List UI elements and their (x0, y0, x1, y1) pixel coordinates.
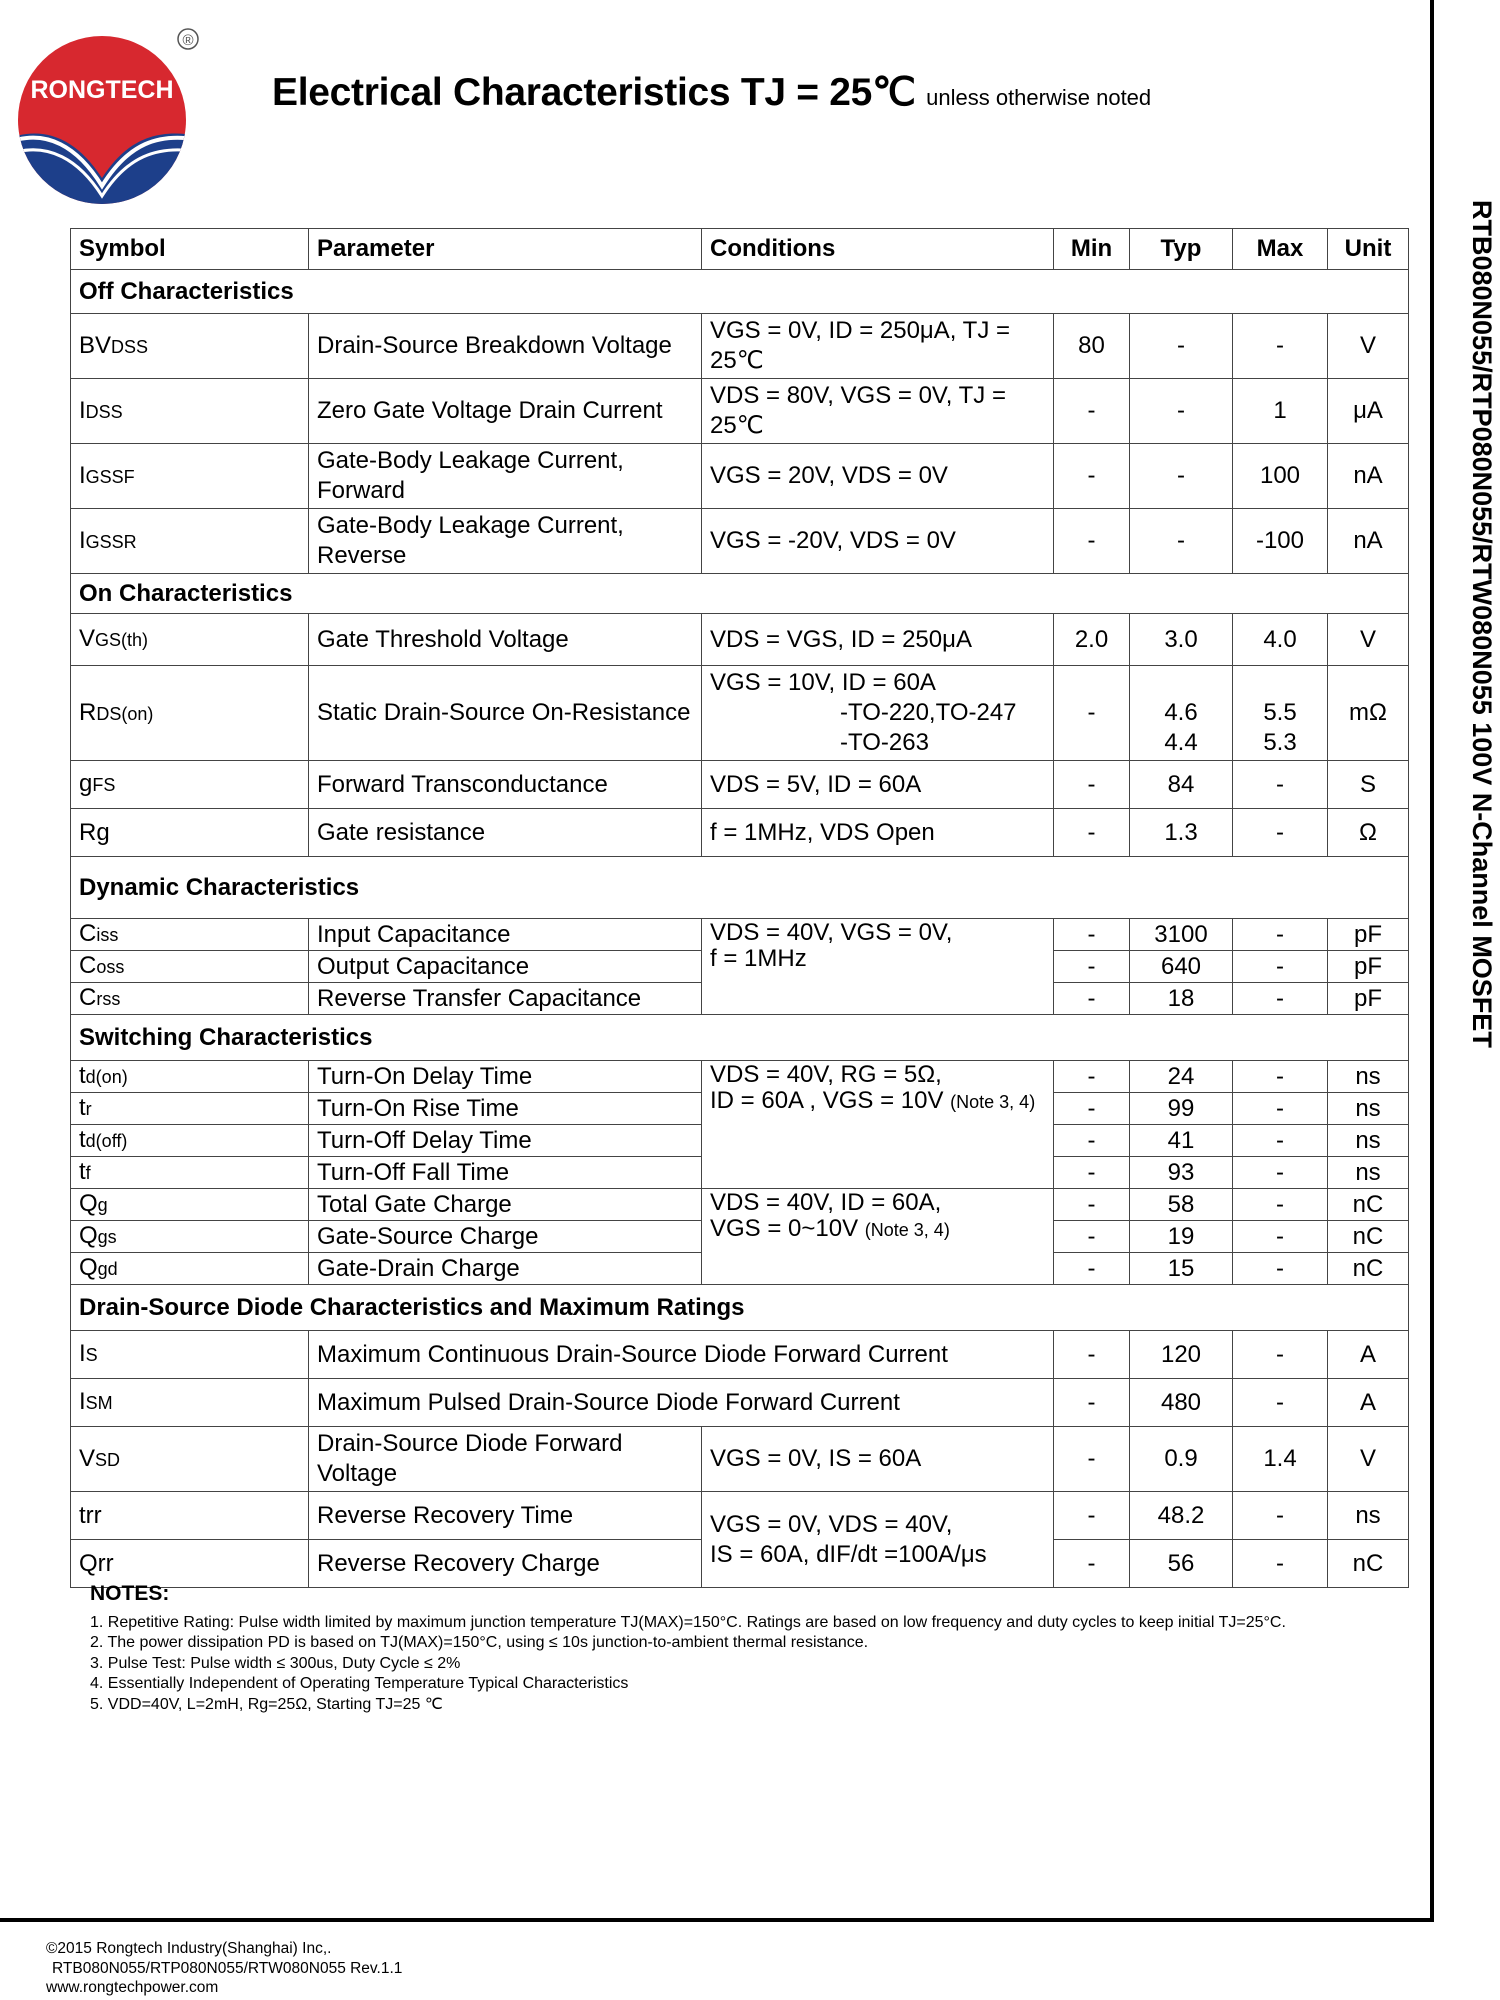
note-item: 4. Essentially Independent of Operating Temperature Typical Characteristics (90, 1675, 629, 1692)
min-cell: - (1054, 666, 1130, 761)
max-cell: 4.0 (1233, 614, 1328, 666)
typ-cell: 93 (1130, 1157, 1233, 1189)
min-cell: - (1054, 379, 1130, 444)
unit-cell: mΩ (1328, 666, 1409, 761)
min-cell: - (1054, 1093, 1130, 1125)
title-note: unless otherwise noted (926, 85, 1152, 110)
symbol-cell: IDSS (71, 379, 309, 444)
parameter-cell: Reverse Recovery Charge (309, 1540, 702, 1588)
header-unit: Unit (1328, 229, 1409, 270)
header-typ: Typ (1130, 229, 1233, 270)
max-cell: - (1233, 983, 1328, 1015)
table-row (71, 809, 1409, 857)
unit-cell: A (1328, 1379, 1409, 1427)
section-dynamic: Dynamic Characteristics (71, 857, 1409, 919)
min-cell: - (1054, 1427, 1130, 1492)
min-cell: - (1054, 1253, 1130, 1285)
parameter-cell: Total Gate Charge (309, 1189, 702, 1221)
typ-cell: 1.3 (1130, 809, 1233, 857)
max-cell: - (1233, 1189, 1328, 1221)
conditions-cell: VGS = 0V, IS = 60A (702, 1427, 1054, 1492)
header-min: Min (1054, 229, 1130, 270)
symbol-cell: Rg (71, 809, 309, 857)
table-row (71, 509, 1409, 574)
typ-cell: 19 (1130, 1221, 1233, 1253)
unit-cell: ns (1328, 1157, 1409, 1189)
typ-cell: 56 (1130, 1540, 1233, 1588)
unit-cell: nC (1328, 1253, 1409, 1285)
parameter-cell: Reverse Recovery Time (309, 1492, 702, 1540)
max-cell: 1 (1233, 379, 1328, 444)
typ-cell: 0.9 (1130, 1427, 1233, 1492)
symbol-cell: td(on) (71, 1061, 309, 1093)
footer-copyright: ©2015 Rongtech Industry(Shanghai) Inc,. (46, 1940, 332, 1957)
max-cell: 5.5 5.3 (1233, 666, 1328, 761)
unit-cell: pF (1328, 983, 1409, 1015)
unit-cell: ns (1328, 1093, 1409, 1125)
conditions-cell: VGS = 0V, VDS = 40V, IS = 60A, dIF/dt =100A/μs (702, 1492, 1054, 1588)
typ-cell: - (1130, 314, 1233, 379)
parameter-cell: Turn-On Rise Time (309, 1093, 702, 1125)
unit-cell: nA (1328, 509, 1409, 574)
conditions-cell: f = 1MHz, VDS Open (702, 809, 1054, 857)
unit-cell: pF (1328, 919, 1409, 951)
symbol-cell: IGSSF (71, 444, 309, 509)
notes-heading: NOTES: (90, 1582, 170, 1605)
max-cell: - (1233, 1157, 1328, 1189)
min-cell: - (1054, 444, 1130, 509)
table-row (71, 1427, 1409, 1492)
parameter-cell: Reverse Transfer Capacitance (309, 983, 702, 1015)
symbol-cell: ISM (71, 1379, 309, 1427)
typ-cell: 41 (1130, 1125, 1233, 1157)
symbol-cell: Crss (71, 983, 309, 1015)
parameter-cell: Gate-Source Charge (309, 1221, 702, 1253)
parameter-cell: Gate-Body Leakage Current, Reverse (309, 509, 702, 574)
conditions-cell: VGS = 20V, VDS = 0V (702, 444, 1054, 509)
unit-cell: nC (1328, 1221, 1409, 1253)
symbol-cell: VSD (71, 1427, 309, 1492)
table-row (71, 666, 1409, 761)
parameter-cell: Output Capacitance (309, 951, 702, 983)
table-row (71, 1061, 1409, 1093)
max-cell: - (1233, 1331, 1328, 1379)
min-cell: - (1054, 1379, 1130, 1427)
typ-cell: 24 (1130, 1061, 1233, 1093)
section-off: Off Characteristics (71, 270, 1409, 314)
symbol-cell: Ciss (71, 919, 309, 951)
parameter-cell: Gate Threshold Voltage (309, 614, 702, 666)
symbol-cell: IS (71, 1331, 309, 1379)
unit-cell: ns (1328, 1492, 1409, 1540)
parameter-cell: Gate-Drain Charge (309, 1253, 702, 1285)
min-cell: - (1054, 509, 1130, 574)
header-symbol: Symbol (71, 229, 309, 270)
symbol-cell: Coss (71, 951, 309, 983)
min-cell: - (1054, 1221, 1130, 1253)
max-cell: - (1233, 761, 1328, 809)
min-cell: - (1054, 1061, 1130, 1093)
header-conditions: Conditions (702, 229, 1054, 270)
conditions-cell: VDS = 80V, VGS = 0V, TJ = 25℃ (702, 379, 1054, 444)
min-cell: 80 (1054, 314, 1130, 379)
min-cell: - (1054, 1331, 1130, 1379)
section-on: On Characteristics (71, 574, 1409, 614)
symbol-cell: RDS(on) (71, 666, 309, 761)
max-cell: - (1233, 1125, 1328, 1157)
note-item: 1. Repetitive Rating: Pulse width limited by maximum junction temperature TJ(MAX)=150°C. Ratings are based on low frequency and duty cycles to keep initial TJ=25°C. (90, 1613, 1286, 1631)
typ-cell: 4.6 4.4 (1130, 666, 1233, 761)
max-cell: - (1233, 1540, 1328, 1588)
rongtech-logo (16, 28, 200, 208)
typ-cell: 99 (1130, 1093, 1233, 1125)
min-cell: - (1054, 1125, 1130, 1157)
symbol-cell: gFS (71, 761, 309, 809)
parameter-cell: Drain-Source Breakdown Voltage (309, 314, 702, 379)
title-text: Electrical Characteristics TJ = 25℃ (272, 71, 916, 114)
min-cell: - (1054, 1540, 1130, 1588)
typ-cell: 15 (1130, 1253, 1233, 1285)
registered-mark: ® (182, 32, 194, 49)
page-title (272, 70, 1151, 115)
unit-cell: ns (1328, 1125, 1409, 1157)
symbol-cell: td(off) (71, 1125, 309, 1157)
parameter-cell: Drain-Source Diode Forward Voltage (309, 1427, 702, 1492)
table-row (71, 1189, 1409, 1221)
parameter-cell: Turn-On Delay Time (309, 1061, 702, 1093)
parameter-cell: Forward Transconductance (309, 761, 702, 809)
section-switching: Switching Characteristics (71, 1015, 1409, 1061)
typ-cell: 3100 (1130, 919, 1233, 951)
typ-cell: - (1130, 444, 1233, 509)
table-row (71, 1331, 1409, 1379)
max-cell: - (1233, 1492, 1328, 1540)
table-row (71, 379, 1409, 444)
min-cell: - (1054, 983, 1130, 1015)
max-cell: - (1233, 314, 1328, 379)
typ-cell: 48.2 (1130, 1492, 1233, 1540)
max-cell: 100 (1233, 444, 1328, 509)
symbol-cell: Qgd (71, 1253, 309, 1285)
min-cell: - (1054, 1492, 1130, 1540)
unit-cell: μA (1328, 379, 1409, 444)
unit-cell: V (1328, 1427, 1409, 1492)
conditions-cell: VDS = 40V, ID = 60A, VGS = 0~10V (Note 3, 4) (702, 1189, 1054, 1285)
table-row (71, 444, 1409, 509)
typ-cell: 84 (1130, 761, 1233, 809)
conditions-cell: VGS = 0V, ID = 250μA, TJ = 25℃ (702, 314, 1054, 379)
conditions-cell: VDS = VGS, ID = 250μA (702, 614, 1054, 666)
conditions-cell: VDS = 40V, VGS = 0V, f = 1MHz (702, 919, 1054, 1015)
symbol-cell: Qrr (71, 1540, 309, 1588)
header-parameter: Parameter (309, 229, 702, 270)
min-cell: - (1054, 761, 1130, 809)
min-cell: 2.0 (1054, 614, 1130, 666)
conditions-cell: VGS = 10V, ID = 60A -TO-220,TO-247 -TO-263 (702, 666, 1054, 761)
typ-cell: 3.0 (1130, 614, 1233, 666)
table-row (71, 1379, 1409, 1427)
parameter-cell: Turn-Off Delay Time (309, 1125, 702, 1157)
symbol-cell: tf (71, 1157, 309, 1189)
typ-cell: - (1130, 379, 1233, 444)
footer-url: www.rongtechpower.com (46, 1979, 219, 1996)
symbol-cell: Qgs (71, 1221, 309, 1253)
unit-cell: nA (1328, 444, 1409, 509)
max-cell: -100 (1233, 509, 1328, 574)
max-cell: - (1233, 919, 1328, 951)
section-diode: Drain-Source Diode Characteristics and Maximum Ratings (71, 1285, 1409, 1331)
unit-cell: pF (1328, 951, 1409, 983)
table-row (71, 1492, 1409, 1540)
typ-cell: 120 (1130, 1331, 1233, 1379)
unit-cell: Ω (1328, 809, 1409, 857)
symbol-cell: trr (71, 1492, 309, 1540)
typ-cell: 640 (1130, 951, 1233, 983)
min-cell: - (1054, 1157, 1130, 1189)
conditions-cell: VDS = 40V, RG = 5Ω, ID = 60A , VGS = 10V (Note 3, 4) (702, 1061, 1054, 1189)
unit-cell: V (1328, 314, 1409, 379)
conditions-cell: VGS = -20V, VDS = 0V (702, 509, 1054, 574)
typ-cell: 58 (1130, 1189, 1233, 1221)
unit-cell: nC (1328, 1540, 1409, 1588)
notes-block (90, 1584, 1286, 1715)
header-max: Max (1233, 229, 1328, 270)
table-row (71, 919, 1409, 951)
parameter-cell: Zero Gate Voltage Drain Current (309, 379, 702, 444)
parameter-cell: Input Capacitance (309, 919, 702, 951)
typ-cell: 480 (1130, 1379, 1233, 1427)
note-item: 3. Pulse Test: Pulse width ≤ 300us, Duty Cycle ≤ 2% (90, 1654, 461, 1672)
table-header-row (71, 229, 1409, 270)
symbol-cell: BVDSS (71, 314, 309, 379)
parameter-cell: Static Drain-Source On-Resistance (309, 666, 702, 761)
max-cell: - (1233, 1093, 1328, 1125)
electrical-characteristics-table (70, 228, 1409, 1588)
unit-cell: nC (1328, 1189, 1409, 1221)
unit-cell: ns (1328, 1061, 1409, 1093)
note-item: 2. The power dissipation PD is based on TJ(MAX)=150°C, using ≤ 10s junction-to-ambient thermal resistance. (90, 1634, 869, 1651)
min-cell: - (1054, 919, 1130, 951)
table-row (71, 614, 1409, 666)
table-row (71, 314, 1409, 379)
max-cell: 1.4 (1233, 1427, 1328, 1492)
parameter-cell: Gate resistance (309, 809, 702, 857)
max-cell: - (1233, 1253, 1328, 1285)
parameter-cell: Turn-Off Fall Time (309, 1157, 702, 1189)
min-cell: - (1054, 809, 1130, 857)
max-cell: - (1233, 951, 1328, 983)
note-item: 5. VDD=40V, L=2mH, Rg=25Ω, Starting TJ=25 ℃ (90, 1695, 443, 1713)
typ-cell: 18 (1130, 983, 1233, 1015)
unit-cell: A (1328, 1331, 1409, 1379)
conditions-cell: VDS = 5V, ID = 60A (702, 761, 1054, 809)
max-cell: - (1233, 1379, 1328, 1427)
symbol-cell: Qg (71, 1189, 309, 1221)
min-cell: - (1054, 1189, 1130, 1221)
unit-cell: S (1328, 761, 1409, 809)
unit-cell: V (1328, 614, 1409, 666)
footer (46, 1939, 402, 1998)
parameter-cell: Maximum Pulsed Drain-Source Diode Forward Current (309, 1379, 1054, 1427)
logo-text: RONGTECH (30, 76, 174, 104)
parameter-cell: Maximum Continuous Drain-Source Diode Forward Current (309, 1331, 1054, 1379)
max-cell: - (1233, 1221, 1328, 1253)
min-cell: - (1054, 951, 1130, 983)
table-row (71, 761, 1409, 809)
footer-part-number: RTB080N055/RTP080N055/RTW080N055 Rev.1.1 (52, 1959, 403, 1977)
typ-cell: - (1130, 509, 1233, 574)
symbol-cell: VGS(th) (71, 614, 309, 666)
symbol-cell: IGSSR (71, 509, 309, 574)
side-part-title: RTB080N055/RTP080N055/RTW080N055 100V N-Channel MOSFET (1467, 200, 1497, 1048)
symbol-cell: tr (71, 1093, 309, 1125)
max-cell: - (1233, 1061, 1328, 1093)
max-cell: - (1233, 809, 1328, 857)
parameter-cell: Gate-Body Leakage Current, Forward (309, 444, 702, 509)
